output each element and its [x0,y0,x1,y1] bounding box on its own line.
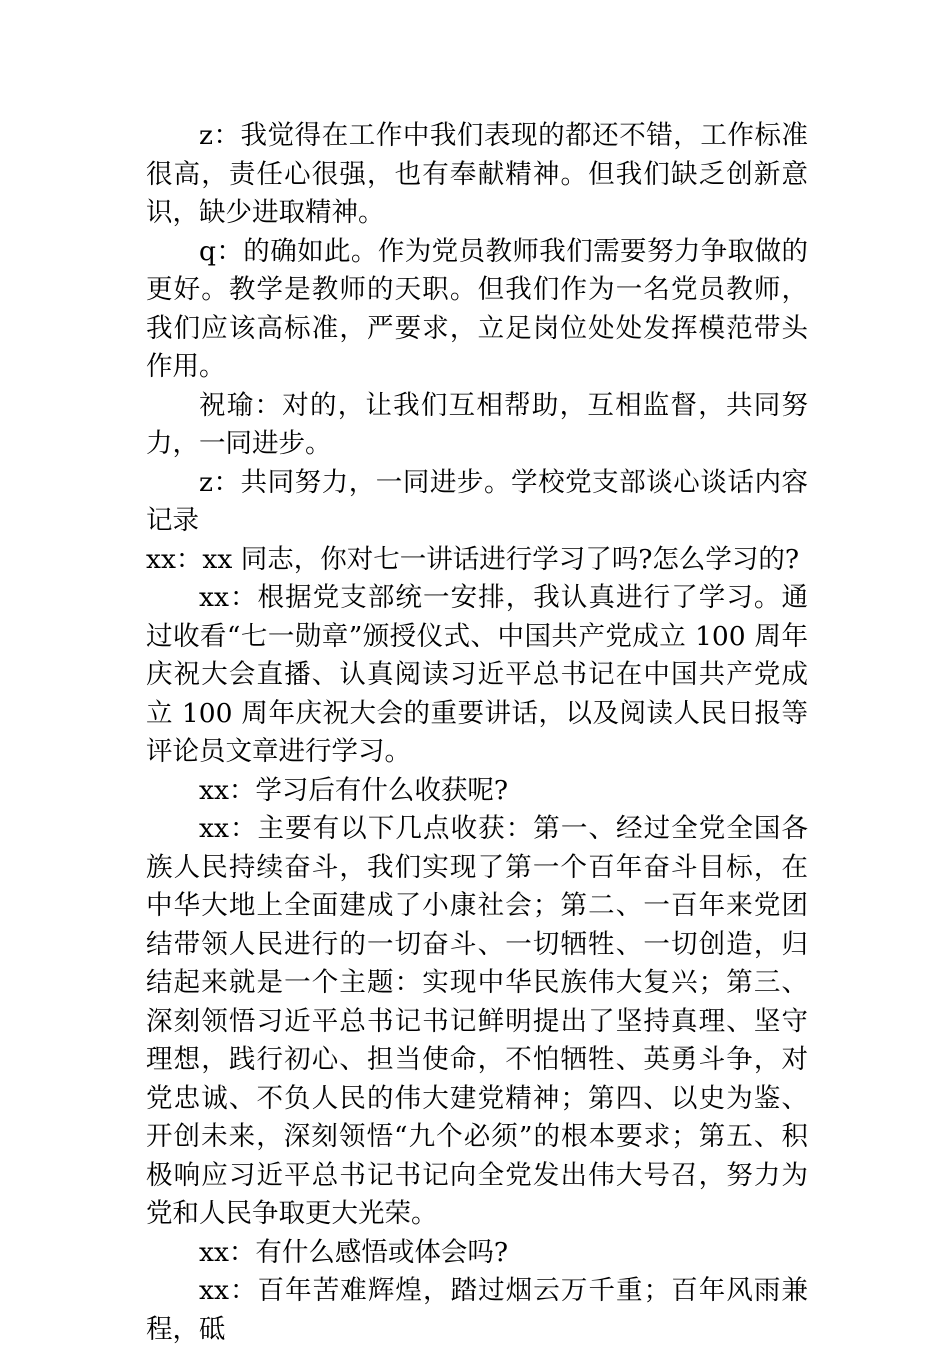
paragraph-q-reply: q：的确如此。作为党员教师我们需要努力争取做的更好。教学是教师的天职。但我们作为一名党员教师，我们应该高标准，严要求，立足岗位处处发挥模范带头作用。 [146,235,808,382]
paragraph-zhuyu-reply: 祝瑜：对的，让我们互相帮助，互相监督，共同努力，一同进步。 [146,389,808,459]
paragraph-question-study: xx：xx 同志，你对七一讲话进行学习了吗?怎么学习的? [146,543,800,575]
paragraph-z-closing: z：共同努力，一同进步。学校党支部谈心谈话内容记录 [146,466,808,536]
paragraph-answer-study: xx：根据党支部统一安排，我认真进行了学习。通过收看“七一勋章”颁授仪式、中国共产党成立 100 周年庆祝大会直播、认真阅读习近平总书记在中国共产党成立 100 周年庆祝大会的重要讲话，以及阅读人民日报等评论员文章进行学习。 [146,582,808,767]
document-body [146,117,808,1349]
paragraph-question-insights: xx：有什么感悟或体会吗? [199,1236,509,1268]
paragraph-answer-gains: xx：主要有以下几点收获：第一、经过全党全国各族人民持续奋斗，我们实现了第一个百年奋斗目标，在中华大地上全面建成了小康社会；第二、一百年来党团结带领人民进行的一切奋斗、一切牺牲、一切创造，归结起来就是一个主题：实现中华民族伟大复兴；第三、深刻领悟习近平总书记书记鲜明提出了坚持真理、坚守理想，践行初心、担当使命，不怕牺牲、英勇斗争，对党忠诚、不负人民的伟大建党精神；第四、以史为鉴、开创未来，深刻领悟“九个必须”的根本要求；第五、积极响应习近平总书记书记向全党发出伟大号召，努力为党和人民争取更大光荣。 [146,813,808,1229]
paragraph-z-opinion: z：我觉得在工作中我们表现的都还不错，工作标准很高，责任心很强，也有奉献精神。但我们缺乏创新意识，缺少进取精神。 [146,120,808,228]
paragraph-answer-insights: xx：百年苦难辉煌，踏过烟云万千重；百年风雨兼程，砥 [146,1275,808,1345]
paragraph-question-gains: xx：学习后有什么收获呢? [199,774,509,806]
